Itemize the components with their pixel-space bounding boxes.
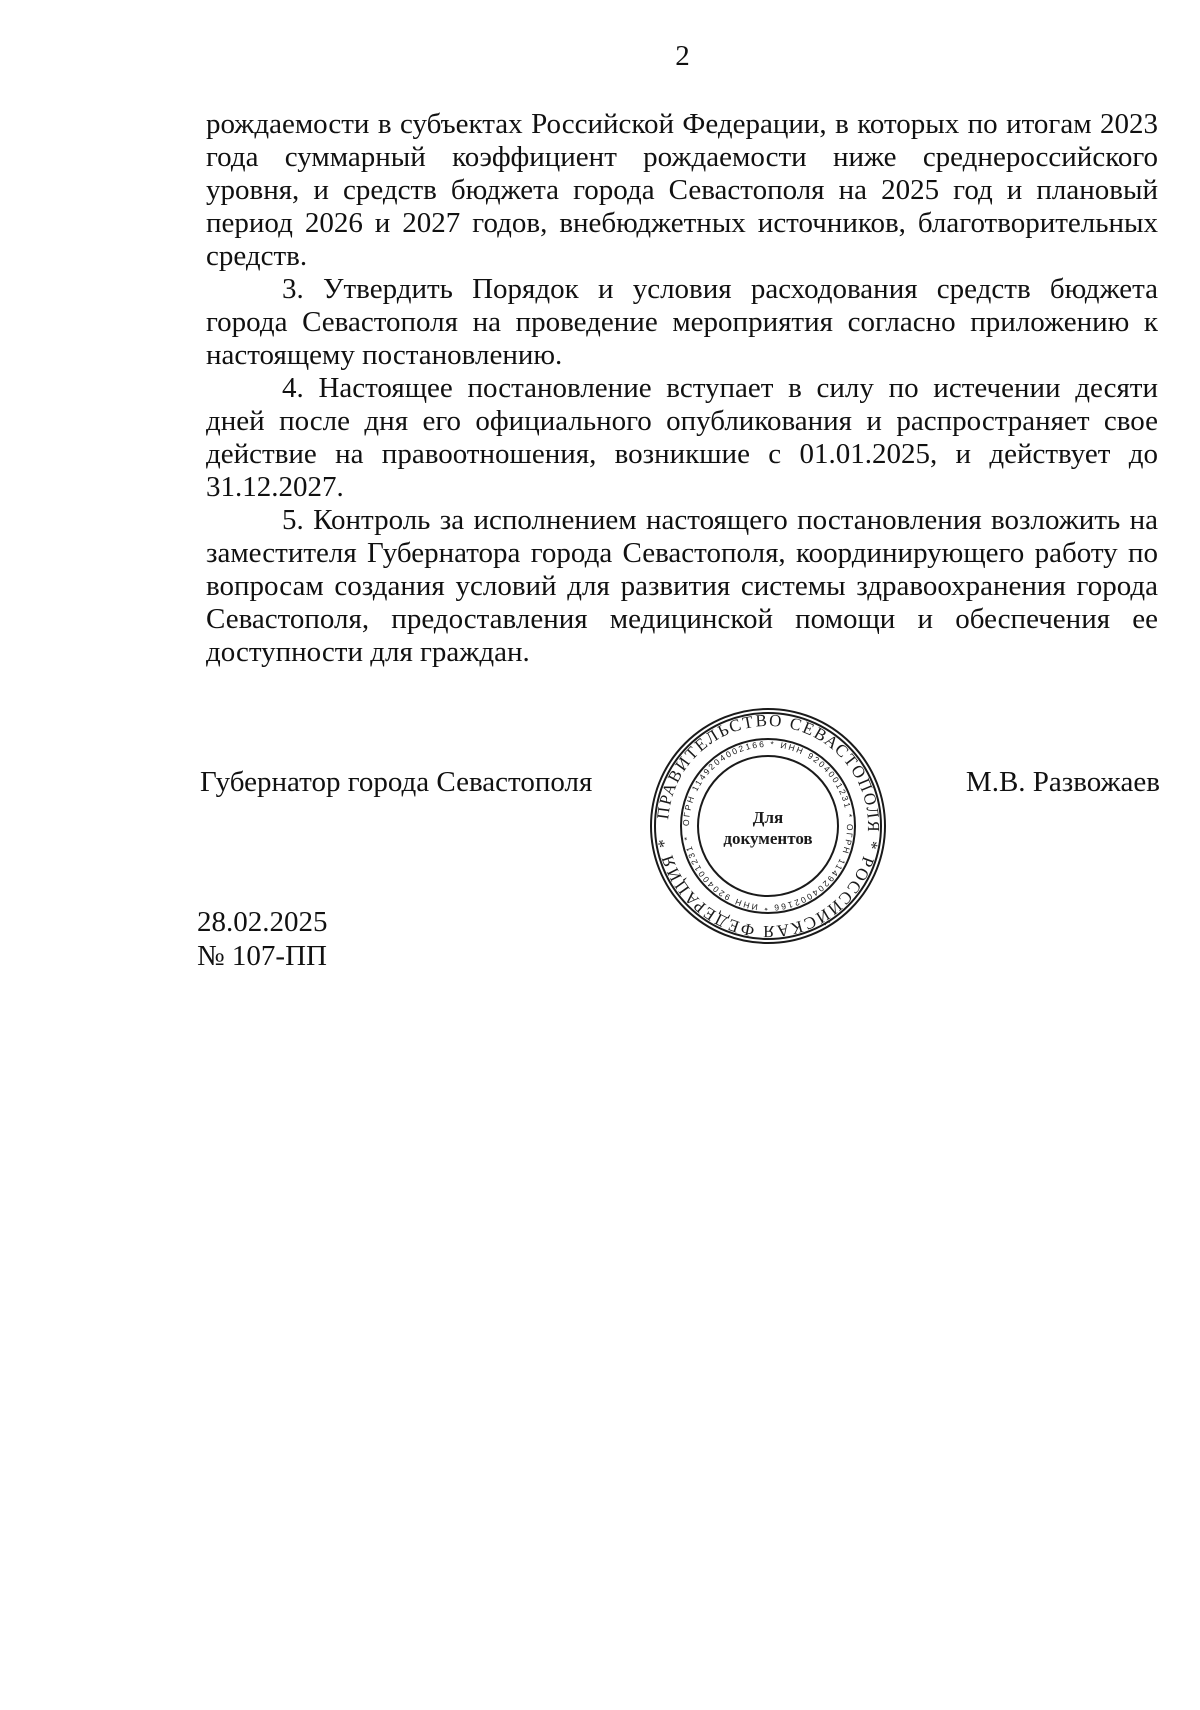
paragraph-5: 5. Контроль за исполнением настоящего постановления возложить на заместителя Губернатора города Севастополя, координирующего работу по вопросам создания условий для развития системы здравоохранения города Севастополя, предоставления медицинской помощи и обеспечения ее доступности для граждан. bbox=[206, 504, 1158, 668]
page-number: 2 bbox=[675, 40, 690, 72]
seal-center-line1: Для bbox=[752, 808, 784, 827]
paragraph-continuation: рождаемости в субъектах Российской Федерации, в которых по итогам 2023 года суммарный коэффициент рождаемости ниже среднероссийского уровня, и средств бюджета города Севастополя на 2025 год и плановый период 2026 и 2027 годов, внебюджетных источников, благотворительных средств. bbox=[206, 108, 1158, 272]
seal-center-line2: документов bbox=[723, 829, 813, 848]
document-number: № 107-ПП bbox=[197, 940, 327, 972]
seal-outer-text: ПРАВИТЕЛЬСТВО СЕВАСТОПОЛЯ * РОССИЙСКАЯ ФЕДЕРАЦИЯ * bbox=[653, 710, 884, 942]
signatory-name: М.В. Развожаев bbox=[965, 766, 1160, 798]
official-seal bbox=[648, 706, 888, 946]
date-number-block bbox=[197, 905, 328, 973]
signatory-title: Губернатор города Севастополя bbox=[200, 766, 593, 798]
seal-inner-text: ОГРН 1149204002166 * ИНН 9204001231 * ОГРН 1149204002166 * ИНН 9204001231 * bbox=[680, 738, 856, 914]
document-body bbox=[206, 108, 1158, 669]
paragraph-3: 3. Утвердить Порядок и условия расходования средств бюджета города Севастополя на проведение мероприятия согласно приложению к настоящему постановлению. bbox=[206, 273, 1158, 371]
document-date: 28.02.2025 bbox=[197, 906, 328, 938]
paragraph-4: 4. Настоящее постановление вступает в силу по истечении десяти дней после дня его официального опубликования и распространяет свое действие на правоотношения, возникшие с 01.01.2025, и действует до 31.12.2027. bbox=[206, 372, 1158, 503]
